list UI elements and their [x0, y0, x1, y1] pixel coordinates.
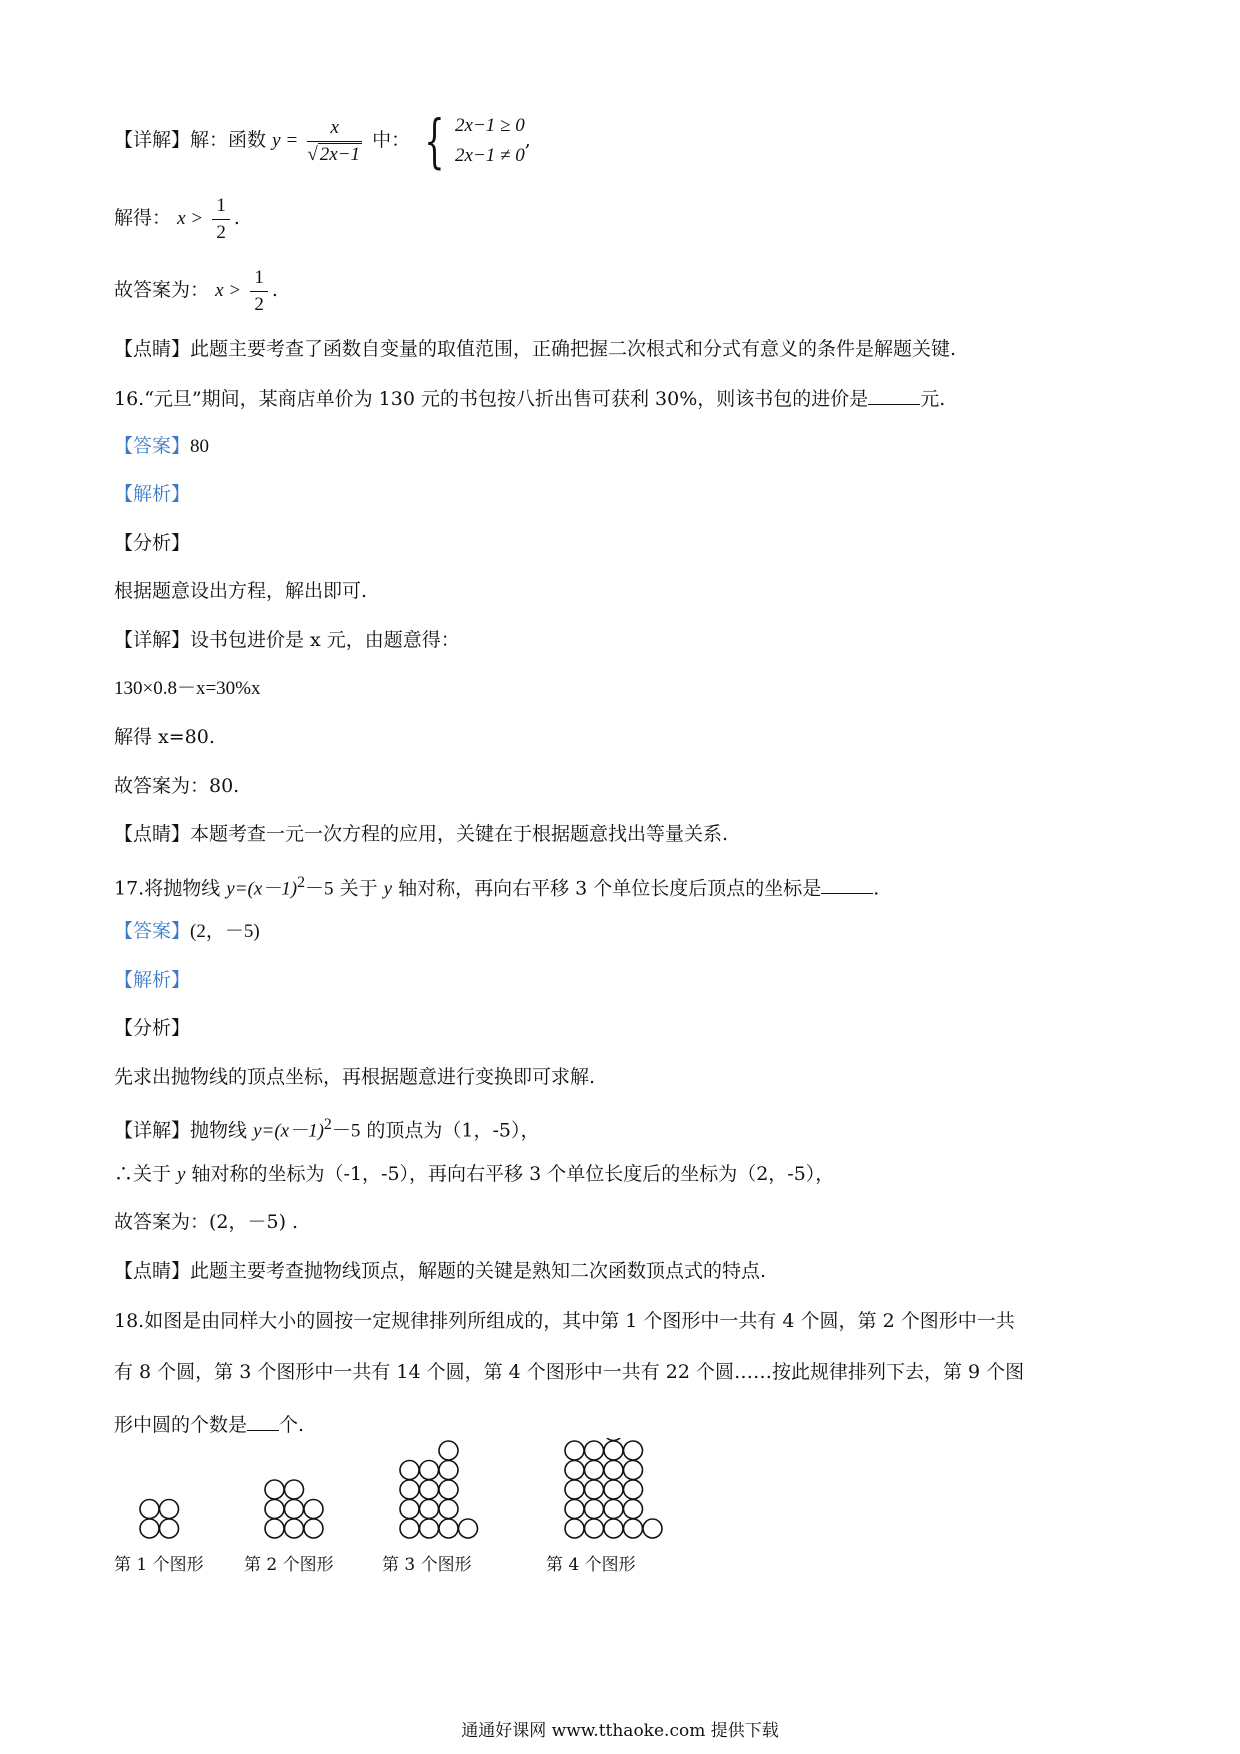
half-num: 1	[250, 265, 268, 292]
q18-line3	[114, 1410, 304, 1438]
sqrt-sign: √	[307, 143, 318, 165]
dianjing-label: 【点睛】	[114, 823, 191, 845]
step2-a: ∴关于	[114, 1163, 178, 1185]
q16-final: 故答案为：80.	[114, 775, 240, 797]
q17-answer	[114, 918, 260, 945]
ineq-var: x	[215, 280, 224, 301]
dianjing-text: 此题主要考查了函数自变量的取值范围，正确把握二次根式和分式有意义的条件是解题关键.	[190, 338, 957, 360]
pattern-circle	[265, 1519, 284, 1538]
q17-formula-tail: －5	[305, 878, 334, 900]
figure-caption-2: 第 2 个图形	[244, 1555, 334, 1575]
q17-fenxi-text: 先求出抛物线的顶点坐标，再根据题意进行变换即可求解.	[114, 1066, 596, 1088]
condition-comma: ,	[524, 129, 531, 151]
pattern-circle	[265, 1480, 284, 1499]
pattern-circle	[160, 1519, 179, 1538]
q18-line2: 有 8 个圆，第 3 个图形中一共有 14 个圆，第 4 个图形中一共有 22 个圆……按此规律排列下去，第 9 个图	[114, 1361, 1025, 1383]
pattern-circle	[420, 1500, 439, 1519]
q16-jiexi: 【解析】	[114, 483, 191, 505]
pattern-circle	[624, 1500, 643, 1519]
q17-question-a: 17.将抛物线	[114, 877, 227, 900]
detail-lead: 解：函数	[190, 129, 267, 151]
step2-axis: y	[177, 1164, 186, 1185]
detail-b: 的顶点为（1，-5），	[360, 1119, 540, 1142]
pattern-circle	[439, 1500, 458, 1519]
condition-1: 2x−1 ≥ 0	[455, 115, 525, 136]
pattern-circle	[624, 1461, 643, 1480]
half-num: 1	[212, 193, 230, 220]
pattern-circle	[304, 1500, 323, 1519]
pattern-circle	[420, 1519, 439, 1538]
answer-blank	[868, 384, 920, 405]
pattern-circle	[585, 1461, 604, 1480]
pattern-circle	[604, 1441, 623, 1460]
pattern-circle	[565, 1480, 584, 1499]
detail-text: 设书包进价是 x 元，由题意得：	[190, 629, 460, 651]
pattern-circle	[585, 1441, 604, 1460]
q17-question-b: 关于	[333, 877, 384, 900]
q17-formula: y=(x－1)	[226, 878, 298, 900]
detail-label: 【详解】	[114, 629, 191, 651]
answer-label: 故答案为：	[114, 279, 210, 301]
answer-blank	[247, 1410, 279, 1431]
detail-label: 【详解】	[114, 129, 191, 151]
pattern-circle	[585, 1500, 604, 1519]
q16-fenxi: 【分析】	[114, 532, 191, 554]
pattern-circle	[439, 1461, 458, 1480]
pattern-circle	[604, 1500, 623, 1519]
dianjing-label: 【点睛】	[114, 1260, 191, 1282]
pattern-circle	[585, 1480, 604, 1499]
figure-caption-1: 第 1 个图形	[114, 1555, 204, 1575]
q16-solve: 解得 x=80.	[114, 726, 215, 748]
q17-fenxi: 【分析】	[114, 1017, 191, 1039]
answer-value: 80	[190, 436, 210, 457]
answer-label: 【答案】	[114, 920, 191, 942]
detail-a: 抛物线	[190, 1119, 254, 1142]
q15-solve	[114, 190, 240, 247]
pattern-circle	[643, 1519, 662, 1538]
pattern-circle	[285, 1519, 304, 1538]
pattern-circle	[565, 1500, 584, 1519]
pattern-circle	[304, 1519, 323, 1538]
q18-line3-post: 个.	[279, 1414, 305, 1436]
pattern-circle	[604, 1519, 623, 1538]
period: .	[271, 279, 278, 301]
q17-question-c: 轴对称，再向右平移 3 个单位长度后顶点的坐标是	[392, 877, 822, 900]
q17-axis: y	[383, 878, 393, 900]
fraction-denominator: 2x−1	[319, 143, 361, 165]
figure-caption-4: 第 4 个图形	[546, 1555, 636, 1575]
pattern-circle	[420, 1480, 439, 1499]
answer-label: 【答案】	[114, 435, 191, 457]
detail-formula-tail: －5	[331, 1120, 361, 1142]
half-fraction	[212, 193, 230, 246]
q16-dianjing	[114, 821, 728, 847]
q16-answer	[114, 433, 209, 460]
detail-exponent: 2	[323, 1116, 332, 1133]
answer-blank	[821, 873, 873, 894]
q15-answer	[114, 262, 278, 319]
pattern-circle	[285, 1480, 304, 1499]
detail-formula: y=(x－1)	[253, 1120, 324, 1142]
q16-equation: 130×0.8－x=30%x	[114, 678, 261, 699]
pattern-circle	[565, 1519, 584, 1538]
pattern-circle	[624, 1480, 643, 1499]
pattern-circle	[400, 1519, 419, 1538]
q16-question-end: 元.	[920, 388, 946, 410]
half-fraction	[250, 265, 268, 318]
half-den: 2	[216, 221, 226, 243]
pattern-circle	[604, 1480, 623, 1499]
q17-question-end: .	[873, 877, 880, 900]
pattern-circle	[439, 1519, 458, 1538]
q17-dianjing	[114, 1258, 766, 1284]
dianjing-text: 本题考查一元一次方程的应用，关键在于根据题意找出等量关系.	[190, 823, 729, 845]
function-fraction	[307, 115, 362, 168]
pattern-circle	[459, 1519, 478, 1538]
q16-question	[114, 384, 945, 412]
pattern-circle	[400, 1480, 419, 1499]
pattern-circle	[285, 1500, 304, 1519]
pattern-circle	[439, 1441, 458, 1460]
pattern-circle	[265, 1500, 284, 1519]
pattern-circle	[604, 1438, 623, 1441]
figure-caption-3: 第 3 个图形	[382, 1555, 472, 1575]
q17-step2	[114, 1161, 834, 1188]
pattern-circle	[439, 1480, 458, 1499]
func-y: y	[272, 130, 281, 151]
dianjing-text: 此题主要考查抛物线顶点，解题的关键是熟知二次函数顶点式的特点.	[190, 1260, 767, 1282]
q15-dianjing	[114, 336, 956, 362]
q16-question-text: 16.“元旦”期间，某商店单价为 130 元的书包按八折出售可获利 30%，则该书包的进价是	[114, 388, 869, 410]
q18-line3-pre: 形中圆的个数是	[114, 1414, 248, 1436]
solve-label: 解得：	[114, 207, 172, 229]
brace-icon: {	[424, 107, 445, 175]
period: .	[233, 207, 240, 229]
q17-exponent: 2	[297, 874, 306, 891]
q17-question	[114, 870, 879, 902]
in-text: 中：	[372, 129, 411, 151]
page-footer: 通通好课网 www.tthaoke.com 提供下载	[461, 1721, 779, 1741]
equals: =	[286, 130, 298, 151]
q17-detail	[114, 1112, 539, 1144]
pattern-circle	[160, 1500, 179, 1519]
pattern-circle	[140, 1519, 159, 1538]
ineq-op: >	[229, 280, 241, 301]
pattern-circle	[400, 1461, 419, 1480]
pattern-circle	[604, 1461, 623, 1480]
detail-label: 【详解】	[114, 1119, 191, 1142]
pattern-circle	[624, 1441, 643, 1460]
pattern-circle	[585, 1519, 604, 1538]
ineq-op: >	[191, 208, 203, 229]
pattern-circle	[140, 1500, 159, 1519]
pattern-circle	[565, 1441, 584, 1460]
q17-final: 故答案为：(2，－5) .	[114, 1211, 299, 1233]
condition-2: 2x−1 ≠ 0	[455, 145, 525, 166]
q18-line1: 18.如图是由同样大小的圆按一定规律排列所组成的，其中第 1 个图形中一共有 4 个圆，第 2 个图形中一共	[114, 1310, 1015, 1332]
pattern-circle	[420, 1461, 439, 1480]
q16-fenxi-text: 根据题意设出方程，解出即可.	[114, 580, 368, 602]
q15-detail	[114, 107, 531, 175]
half-den: 2	[254, 293, 264, 315]
q17-jiexi: 【解析】	[114, 969, 191, 991]
q16-detail	[114, 627, 460, 653]
pattern-circle	[400, 1500, 419, 1519]
condition-system	[455, 111, 525, 171]
dianjing-label: 【点睛】	[114, 338, 191, 360]
ineq-var: x	[177, 208, 186, 229]
step2-b: 轴对称的坐标为（-1，-5），再向右平移 3 个单位长度后的坐标为（2，-5），	[185, 1163, 835, 1185]
pattern-circle	[565, 1461, 584, 1480]
answer-value: (2，－5)	[190, 921, 260, 942]
fraction-numerator: x	[307, 115, 362, 142]
pattern-circle	[624, 1519, 643, 1538]
circle-pattern-figures	[100, 1438, 700, 1548]
